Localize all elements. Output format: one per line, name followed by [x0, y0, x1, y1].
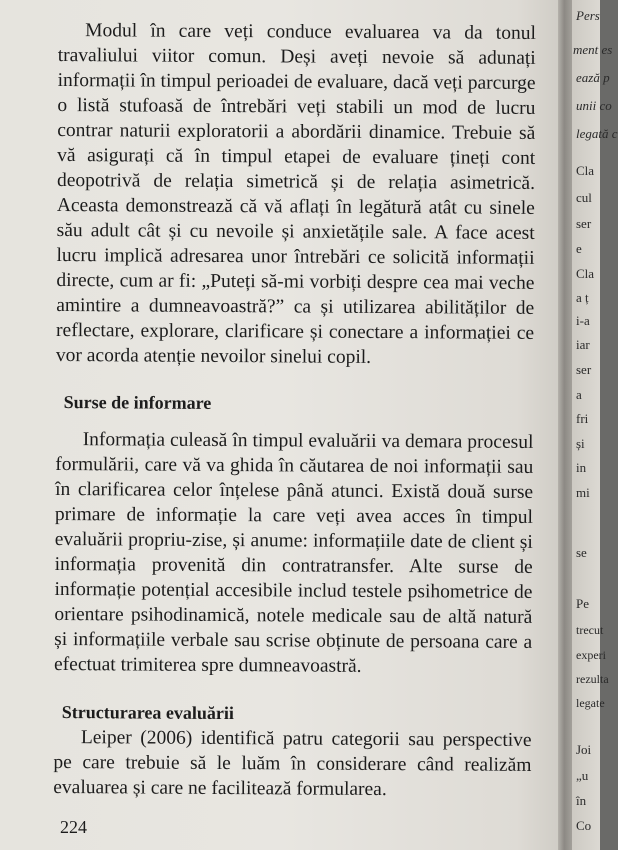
facing-fragment: fri: [576, 411, 589, 426]
facing-fragment: Joi: [576, 742, 592, 757]
section-heading-sources: Surse de informare: [63, 392, 212, 413]
facing-fragment: ment es: [573, 42, 613, 57]
facing-fragment: și: [576, 436, 585, 451]
paragraph-sources: Informația culeasă în timpul evaluării va demara procesul formulării, care vă va ghida în căutarea de noi informații sau în clarificarea celor înțelese până atunci. Există două surse primare de informație la care veți avea acces în timpul evaluării propriu-zise, și anume: informațiile date de client și informația provenită din contratransfer. Alte surse de informație potențial accesibile includ testele psihometrice de orientare psihodinamică, notele medicale sau de altă natură și informațiile verbale sau scrise obținute de persoana care a efectuat trimiterea spre dumneavoastră.: [53, 429, 534, 677]
facing-fragment: legate: [576, 696, 605, 710]
facing-fragment: ser: [576, 216, 592, 231]
facing-fragment: ează p: [576, 70, 610, 85]
book-gutter: [558, 0, 572, 850]
facing-fragment: Cla: [576, 163, 595, 178]
facing-fragment: Pers: [576, 8, 600, 23]
facing-fragment: „u: [576, 768, 589, 783]
facing-fragment: unii co: [576, 98, 612, 113]
facing-fragment: trecut: [576, 623, 604, 637]
facing-fragment: experi: [576, 648, 606, 662]
paragraph-intro: Modul în care veți conduce evaluarea va da tonul travaliului viitor comun. Deși aveți nevoie să adunați informații în timpul perioadei de evaluare, dacă veți parcurge o listă stufoasă de întrebări veți stabili un mod de lucru contrar naturii exploratorii a abordării dinamice. Trebuie să vă asigurați că în timpul etapei de evaluare țineți cont deopotrivă de relația simetrică și de relația asimetrică. Aceasta demonstrează că vă aflați în legătură atât cu sinele său adult cât și cu nevoile și anxietățile sale. A face acest lucru implică adresarea unor întrebări ce solicită informații directe, cum ar fi: „Puteți să-mi vorbiți despre cea mai veche amintire a dumneavoastră?” ca și utilizarea abilităților de reflectare, explorare, clarificare și conectare a informației ce vor acorda atenție nevoilor sinelui copil.: [55, 20, 536, 368]
facing-fragment: Pe: [576, 596, 589, 611]
facing-fragment: i-a: [576, 313, 590, 328]
facing-fragment: Co: [576, 818, 592, 833]
facing-fragment: e: [576, 241, 582, 256]
facing-fragment: in: [576, 460, 587, 475]
facing-fragment: mi: [576, 485, 590, 500]
facing-fragment: a ț: [576, 290, 589, 305]
facing-page-edge: [572, 0, 618, 850]
facing-fragment: iar: [576, 337, 590, 352]
page-number: 224: [60, 817, 87, 837]
facing-fragment: în: [576, 793, 587, 808]
paragraph-structure: Leiper (2006) identifică patru categorii sau perspective pe care trebuie să le luăm în considerare când realizăm evaluarea și care ne facilitează formularea.: [53, 727, 532, 801]
facing-fragment: rezulta: [576, 672, 609, 686]
facing-fragment: se: [576, 545, 587, 560]
section-heading-structure: Structurarea evaluării: [61, 702, 234, 724]
facing-fragment: ser: [576, 362, 592, 377]
facing-fragment: legată c: [576, 126, 618, 141]
page-body: [53, 18, 536, 803]
facing-fragment: cul: [576, 190, 592, 205]
facing-fragment: Cla: [576, 266, 595, 281]
facing-fragment: a: [576, 387, 582, 402]
